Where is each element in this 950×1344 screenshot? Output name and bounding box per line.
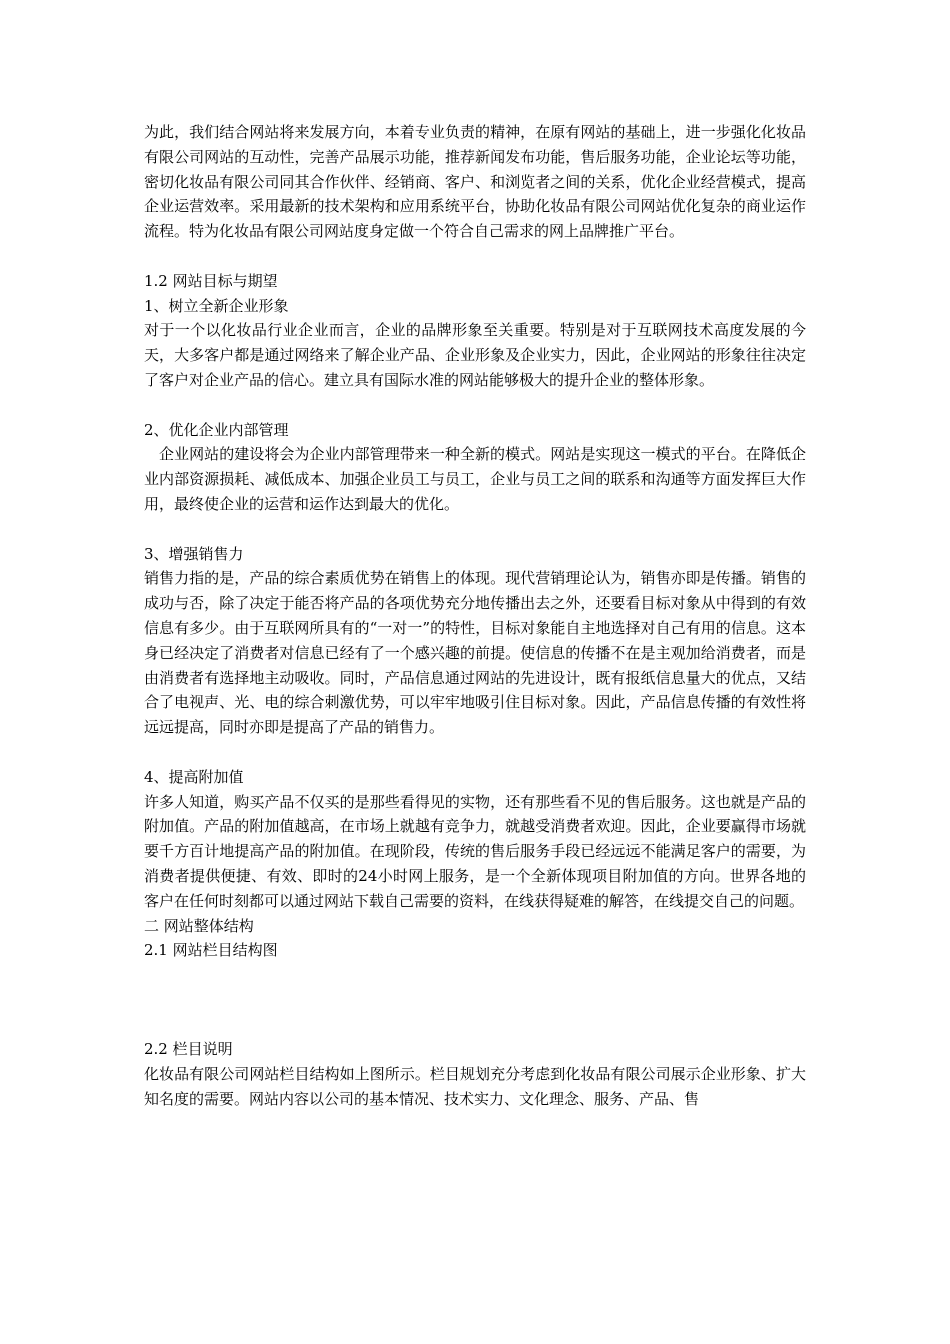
goal-1-title: 1、树立全新企业形象: [144, 296, 289, 315]
section-heading-2: 二 网站整体结构: [144, 916, 254, 935]
section-heading-1-2: 1.2 网站目标与期望: [144, 271, 278, 290]
goal-4-title: 4、提高附加值: [144, 767, 244, 786]
goal-2-title: 2、优化企业内部管理: [144, 420, 289, 439]
spacer: [144, 244, 806, 269]
goal-3-title: 3、增强销售力: [144, 544, 244, 563]
spacer: [144, 740, 806, 765]
diagram-placeholder: [144, 963, 806, 1037]
goal-3-paragraph: 销售力指的是，产品的综合素质优势在销售上的体现。现代营销理论认为，销售亦即是传播。销售的成功与否，除了决定于能否将产品的各项优势充分地传播出去之外，还要看目标对象从中得到的有效信息有多少。由于互联网所具有的“一对一”的特性，目标对象能自主地选择对自己有用的信息。这本身已经决定了消费者对信息已经有了一个感兴趣的前提。使信息的传播不在是主观加给消费者，而是由消费者有选择地主动吸收。同时，产品信息通过网站的先进设计，既有报纸信息量大的优点，又结合了电视声、光、电的综合刺激优势，可以牢牢地吸引住目标对象。因此，产品信息传播的有效性将远远提高，同时亦即是提高了产品的销售力。: [144, 569, 806, 737]
intro-paragraph: 为此，我们结合网站将来发展方向，本着专业负责的精神，在原有网站的基础上，进一步强化化妆品有限公司网站的互动性，完善产品展示功能，推荐新闻发布功能，售后服务功能，企业论坛等功能，密切化妆品有限公司同其合作伙伴、经销商、客户、和浏览者之间的关系，优化企业经营模式，提高企业运营效率。采用最新的技术架构和应用系统平台，协助化妆品有限公司网站优化复杂的商业运作流程。特为化妆品有限公司网站度身定做一个符合自己需求的网上品牌推广平台。: [144, 123, 806, 241]
goal-2-paragraph: 企业网站的建设将会为企业内部管理带来一种全新的模式。网站是实现这一模式的平台。在降低企业内部资源损耗、减低成本、加强企业员工与员工，企业与员工之间的联系和沟通等方面发挥巨大作用，最终使企业的运营和运作达到最大的优化。: [144, 445, 806, 513]
section-heading-2-2: 2.2 栏目说明: [144, 1040, 233, 1059]
spacer: [144, 517, 806, 542]
goal-4-paragraph: 许多人知道，购买产品不仅买的是那些看得见的实物，还有那些看不见的售后服务。这也就是产品的附加值。产品的附加值越高，在市场上就越有竞争力，就越受消费者欢迎。因此，企业要赢得市场就要千方百计地提高产品的附加值。在现阶段，传统的售后服务手段已经远远不能满足客户的需要，为消费者提供便捷、有效、即时的24小时网上服务，是一个全新体现项目附加值的方向。世界各地的客户在任何时刻都可以通过网站下载自己需要的资料，在线获得疑难的解答，在线提交自己的问题。: [144, 792, 806, 910]
section-2-2-paragraph: 化妆品有限公司网站栏目结构如上图所示。栏目规划充分考虑到化妆品有限公司展示企业形象、扩大知名度的需要。网站内容以公司的基本情况、技术实力、文化理念、服务、产品、售: [144, 1064, 806, 1108]
goal-1-paragraph: 对于一个以化妆品行业企业而言，企业的品牌形象至关重要。特别是对于互联网技术高度发展的今天，大多客户都是通过网络来了解企业产品、企业形象及企业实力，因此，企业网站的形象往往决定了客户对企业产品的信心。建立具有国际水准的网站能够极大的提升企业的整体形象。: [144, 321, 806, 389]
spacer: [144, 393, 806, 418]
section-heading-2-1: 2.1 网站栏目结构图: [144, 941, 278, 960]
document-body: [144, 120, 806, 1111]
